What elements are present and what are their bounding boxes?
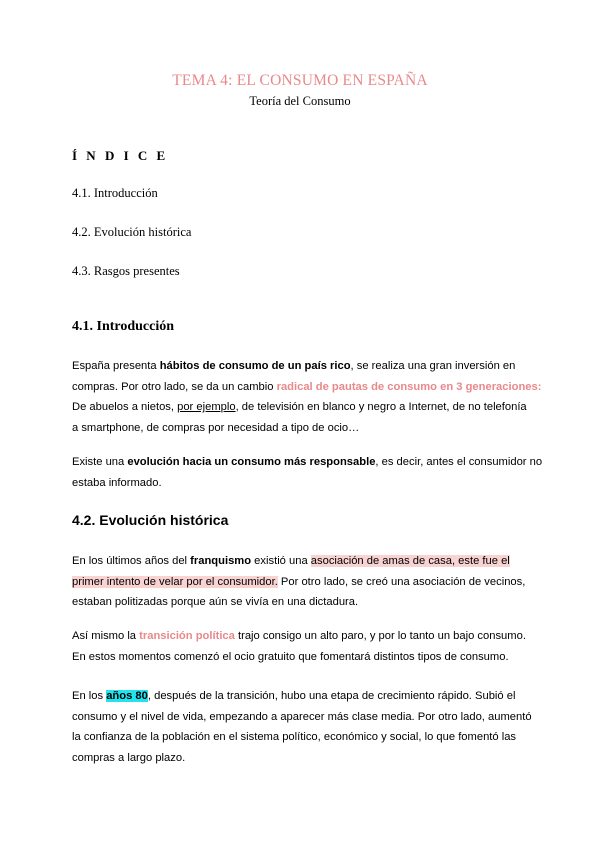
toc-item-rasgos: 4.3. Rasgos presentes [72,264,180,278]
highlighted-text: años 80 [106,690,148,702]
underlined-text: por ejemplo [177,401,236,413]
accent-text: transición política [139,630,235,642]
section-heading-introduccion: 4.1. Introducción [72,319,175,334]
paragraph-evolucion-1 [72,551,532,613]
text: trajo consigo un alto paro, y por lo tanto un bajo consumo. [234,630,526,642]
text: , se realiza una gran inversión en [350,360,516,372]
paragraph-evolucion-2 [72,626,532,667]
text: De abuelos a nietos, [72,401,178,413]
bold-text: franquismo [190,555,252,567]
text: España presenta [72,360,160,372]
document-title: TEMA 4: EL CONSUMO EN ESPAÑA [172,72,428,89]
text: Existe una [72,456,128,468]
text: consumo y el nivel de vida, empezando a aparecer más clase media. Por otro lado, aumentó [72,710,532,723]
text: En estos momentos comenzó el ocio gratuito que fomentará distintos tipos de consumo. [72,650,509,663]
bold-text: hábitos de consumo de un país rico [159,360,351,372]
toc-item-evolucion: 4.2. Evolución histórica [72,225,192,239]
paragraph-evolucion-3 [72,686,532,768]
section-heading-evolucion: 4.2. Evolución histórica [72,512,229,528]
text: estaba informado. [72,476,162,489]
text: a smartphone, de compras por necesidad a tipo de ocio… [72,421,360,434]
bold-text: evolución hacia un consumo más responsable [127,456,376,468]
text: En los últimos años del [72,555,191,567]
paragraph-intro-1 [72,356,542,438]
toc-item-introduccion: 4.1. Introducción [72,186,158,200]
text: , de televisión en blanco y negro a Internet, de no telefonía [235,401,527,413]
text: En los [72,690,107,702]
text: Por otro lado, se creó una asociación de vecinos, [277,575,526,588]
text: la confianza de la población en el sistema político, económico y social, lo que fomentó las [72,731,517,743]
text: existió una [251,555,311,567]
paragraph-intro-2 [72,452,543,493]
text: , es decir, antes el consumidor no [375,456,543,468]
accent-text: radical de pautas de consumo en 3 generaciones: [276,380,542,393]
index-heading: Í N D I C E [72,148,169,163]
document-subtitle: Teoría del Consumo [249,94,351,108]
highlighted-text: primer intento de velar por el consumidor. [72,575,278,588]
text: compras a largo plazo. [72,751,186,764]
text: compras. Por otro lado, se da un cambio [72,380,277,393]
text: , después de la transición, hubo una etapa de crecimiento rápido. Subió el [147,690,516,702]
text: estaban politizadas porque aún se vivía en una dictadura. [72,596,359,608]
text: Así mismo la [72,630,140,642]
highlighted-text: asociación de amas de casa, este fue el [310,555,510,567]
